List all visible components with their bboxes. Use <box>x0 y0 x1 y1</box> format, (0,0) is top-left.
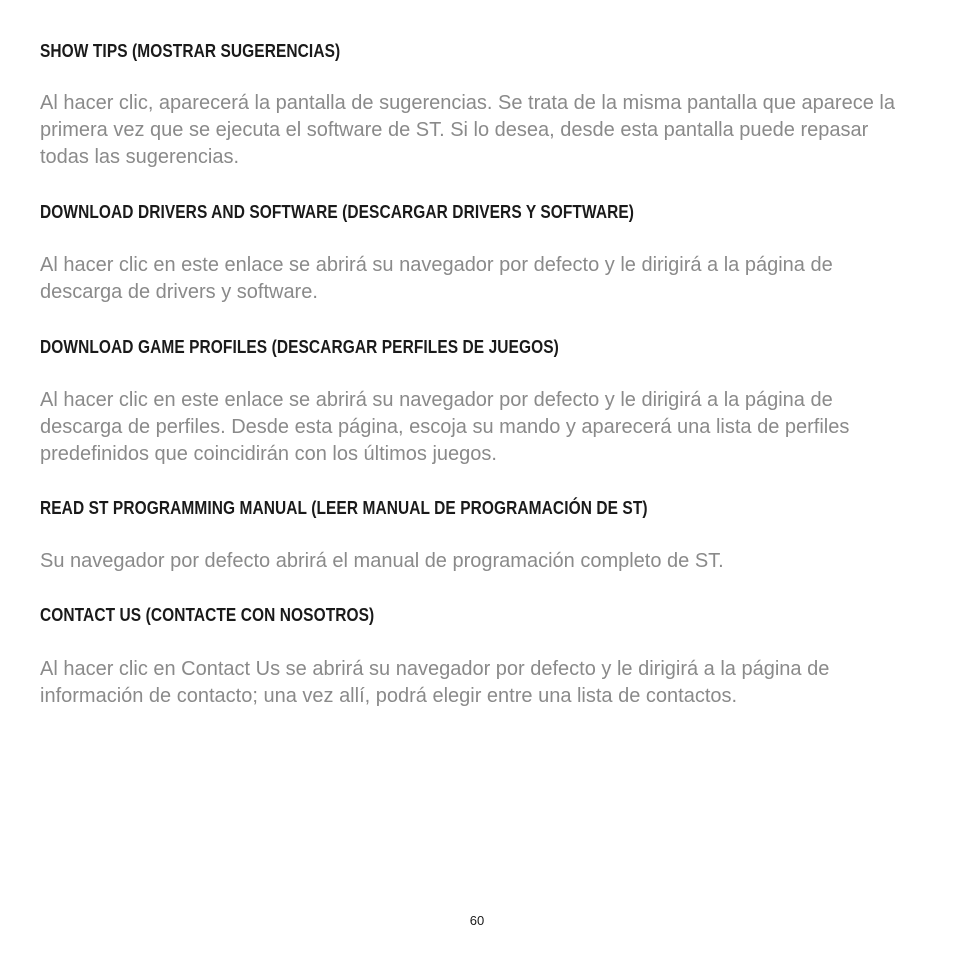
section-body-read-manual: Su navegador por defecto abrirá el manual de programación completo de ST. <box>40 550 724 572</box>
section-body-download-drivers: Al hacer clic en este enlace se abrirá su navegador por defecto y le dirigirá a la página de descarga de drivers y software. <box>40 254 833 303</box>
section-body-show-tips: Al hacer clic, aparecerá la pantalla de sugerencias. Se trata de la misma pantalla que aparece la primera vez que se ejecuta el software de ST. Si lo desea, desde esta pantalla puede repasar todas las sugerencias. <box>40 92 895 168</box>
section-body-download-game-profiles: Al hacer clic en este enlace se abrirá su navegador por defecto y le dirigirá a la página de descarga de perfiles. Desde esta página, escoja su mando y aparecerá una lista de perfiles predefinidos que coincidirán con los últimos juegos. <box>40 389 850 465</box>
section-heading-download-drivers: DOWNLOAD DRIVERS AND SOFTWARE (DESCARGAR DRIVERS Y SOFTWARE) <box>40 202 635 222</box>
page-number: 60 <box>469 913 485 928</box>
section-heading-read-manual: READ ST PROGRAMMING MANUAL (LEER MANUAL DE PROGRAMACIÓN DE ST) <box>40 498 648 518</box>
section-heading-download-game-profiles: DOWNLOAD GAME PROFILES (DESCARGAR PERFILES DE JUEGOS) <box>40 337 559 357</box>
section-heading-contact-us: CONTACT US (CONTACTE CON NOSOTROS) <box>40 605 375 625</box>
section-heading-show-tips: SHOW TIPS (MOSTRAR SUGERENCIAS) <box>40 41 341 61</box>
section-body-contact-us: Al hacer clic en Contact Us se abrirá su navegador por defecto y le dirigirá a la página de información de contacto; una vez allí, podrá elegir entre una lista de contactos. <box>40 658 830 707</box>
